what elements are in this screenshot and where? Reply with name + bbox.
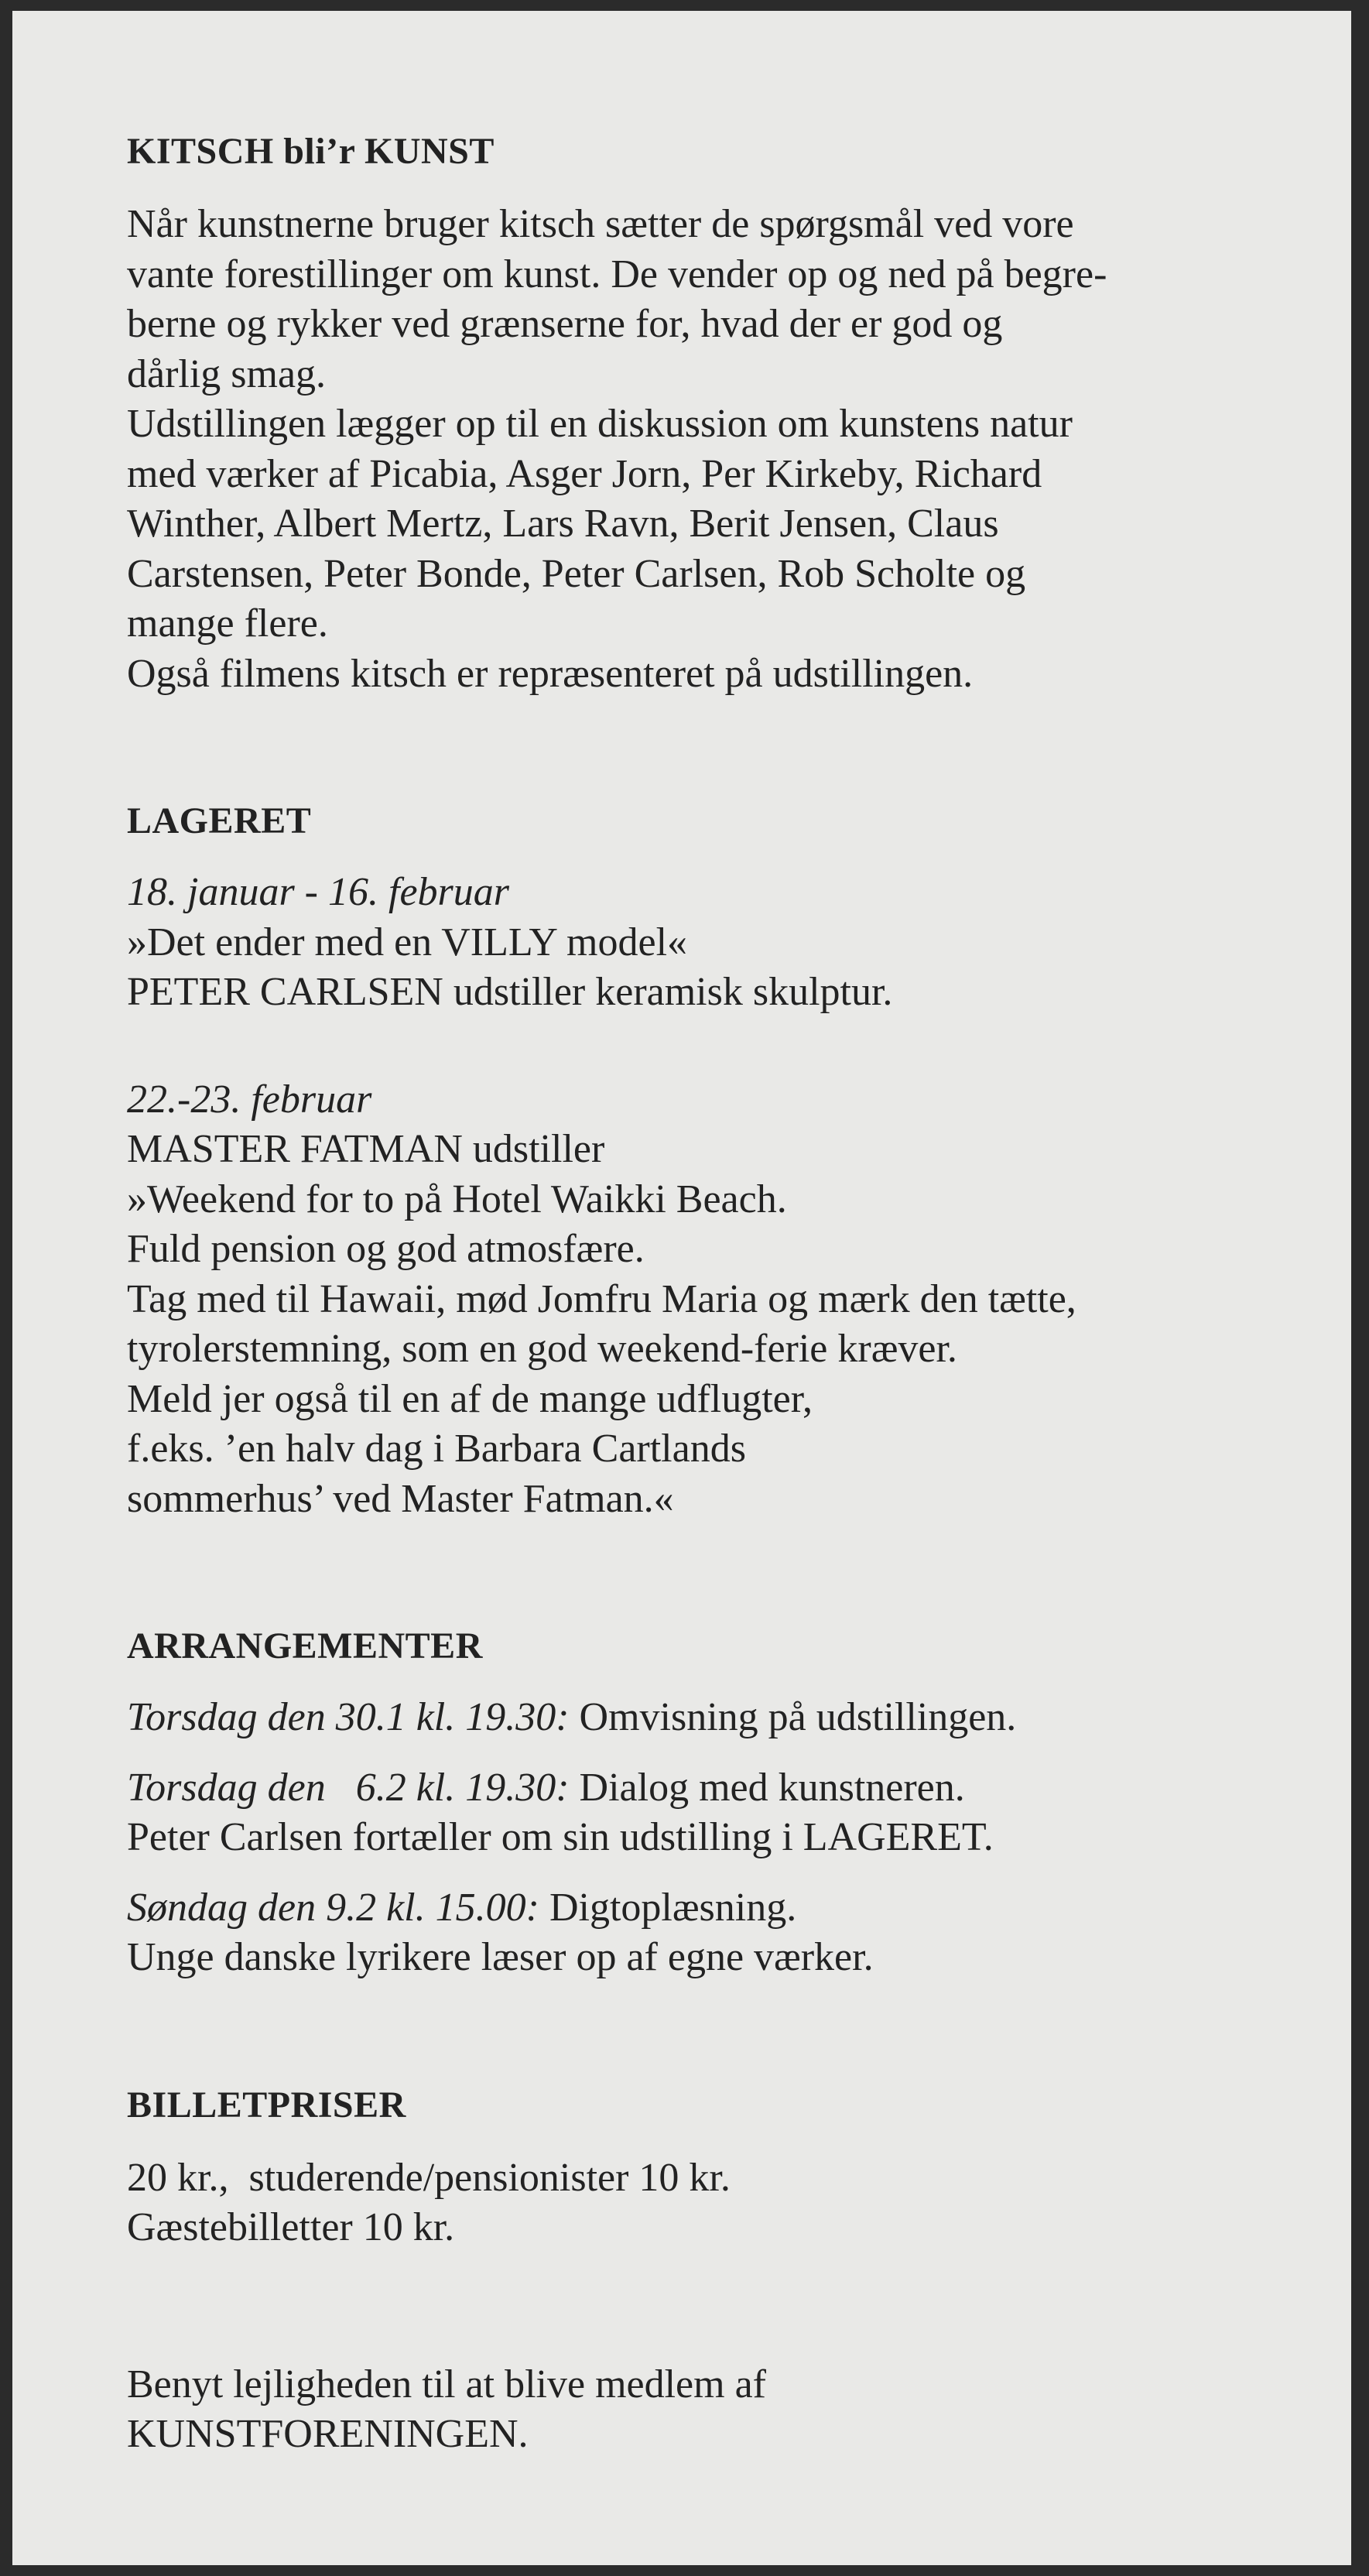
- kitsch-line: Udstillingen lægger op til en diskussion om kunstens natur: [127, 402, 1073, 446]
- lageret-event-2: [127, 1075, 1303, 1525]
- footer-line: Benyt lejligheden til at blive medlem af: [127, 2362, 766, 2406]
- arrangement-what: Omvisning på udstillingen.: [569, 1695, 1017, 1739]
- arrangement-what: Dialog med kunstneren.: [569, 1765, 965, 1810]
- arrangement-line: [127, 1883, 1303, 1934]
- event-line: tyrolerstemning, som en god weekend-ferie kræver.: [127, 1327, 957, 1371]
- heading-lageret: LAGERET: [127, 800, 312, 841]
- heading-arrangementer: ARRANGEMENTER: [127, 1625, 483, 1667]
- section-footer: [127, 2360, 1303, 2460]
- section-arrangementer: [127, 1622, 1303, 1983]
- arrangement-what: Digtoplæsning.: [539, 1885, 797, 1930]
- arrangement-extra: Unge danske lyrikere læser op af egne værker.: [127, 1935, 874, 1979]
- event-date: 22.-23. februar: [127, 1077, 372, 1122]
- event-line: »Det ender med en VILLY model«: [127, 920, 688, 964]
- heading-kitsch: KITSCH bli’r KUNST: [127, 131, 495, 172]
- footer-line: KUNSTFORENINGEN.: [127, 2412, 529, 2456]
- section-kitsch: [127, 127, 1303, 699]
- heading-billetpriser: BILLETPRISER: [127, 2084, 406, 2126]
- arrangement-item: [127, 1693, 1303, 1743]
- price-line: Gæstebilletter 10 kr.: [127, 2205, 455, 2249]
- lageret-event-1: [127, 868, 1303, 1018]
- event-line: Tag med til Hawaii, mød Jomfru Maria og mærk den tætte,: [127, 1276, 1076, 1321]
- kitsch-line: dårlig smag.: [127, 351, 327, 396]
- event-line: MASTER FATMAN udstiller: [127, 1127, 605, 1171]
- price-line: 20 kr., studerende/pensionister 10 kr.: [127, 2155, 731, 2200]
- event-line: f.eks. ’en halv dag i Barbara Cartlands: [127, 1427, 746, 1471]
- kitsch-line: Også filmens kitsch er repræsenteret på udstillingen.: [127, 651, 974, 696]
- kitsch-line: berne og rykker ved grænserne for, hvad der er god og: [127, 302, 1003, 346]
- document-page: [12, 11, 1351, 2565]
- arrangementer-body: [127, 1693, 1303, 1983]
- event-line: PETER CARLSEN udstiller keramisk skulptur.: [127, 970, 893, 1014]
- arrangement-line: [127, 1693, 1303, 1743]
- section-billetpriser: [127, 2081, 1303, 2253]
- kitsch-line: vante forestillinger om kunst. De vender op og ned på begre-: [127, 252, 1107, 296]
- event-line: sommerhus’ ved Master Fatman.«: [127, 1476, 674, 1521]
- section-lageret: [127, 796, 1303, 1524]
- arrangement-extra: Peter Carlsen fortæller om sin udstilling i LAGERET.: [127, 1815, 994, 1859]
- kitsch-body: [127, 200, 1303, 699]
- arrangement-line: [127, 1763, 1303, 1814]
- arrangement-item: [127, 1883, 1303, 1983]
- kitsch-line: Når kunstnerne bruger kitsch sætter de spørgsmål ved vore: [127, 202, 1074, 246]
- kitsch-line: Winther, Albert Mertz, Lars Ravn, Berit Jensen, Claus: [127, 502, 999, 546]
- event-line: Meld jer også til en af de mange udflugter,: [127, 1376, 813, 1421]
- event-date: 18. januar - 16. februar: [127, 870, 509, 914]
- event-line: Fuld pension og god atmosfære.: [127, 1227, 645, 1271]
- billetpriser-body: [127, 2153, 1303, 2253]
- event-line: »Weekend for to på Hotel Waikki Beach.: [127, 1177, 787, 1221]
- kitsch-line: med værker af Picabia, Asger Jorn, Per Kirkeby, Richard: [127, 451, 1042, 496]
- document-content: [127, 127, 1303, 2460]
- arrangement-when: Torsdag den 6.2 kl. 19.30:: [127, 1765, 570, 1810]
- arrangement-item: [127, 1763, 1303, 1863]
- arrangement-when: Søndag den 9.2 kl. 15.00:: [127, 1885, 539, 1930]
- kitsch-line: Carstensen, Peter Bonde, Peter Carlsen, Rob Scholte og: [127, 551, 1026, 596]
- kitsch-line: mange flere.: [127, 601, 328, 646]
- lageret-body: [127, 868, 1303, 1524]
- arrangement-when: Torsdag den 30.1 kl. 19.30:: [127, 1695, 570, 1739]
